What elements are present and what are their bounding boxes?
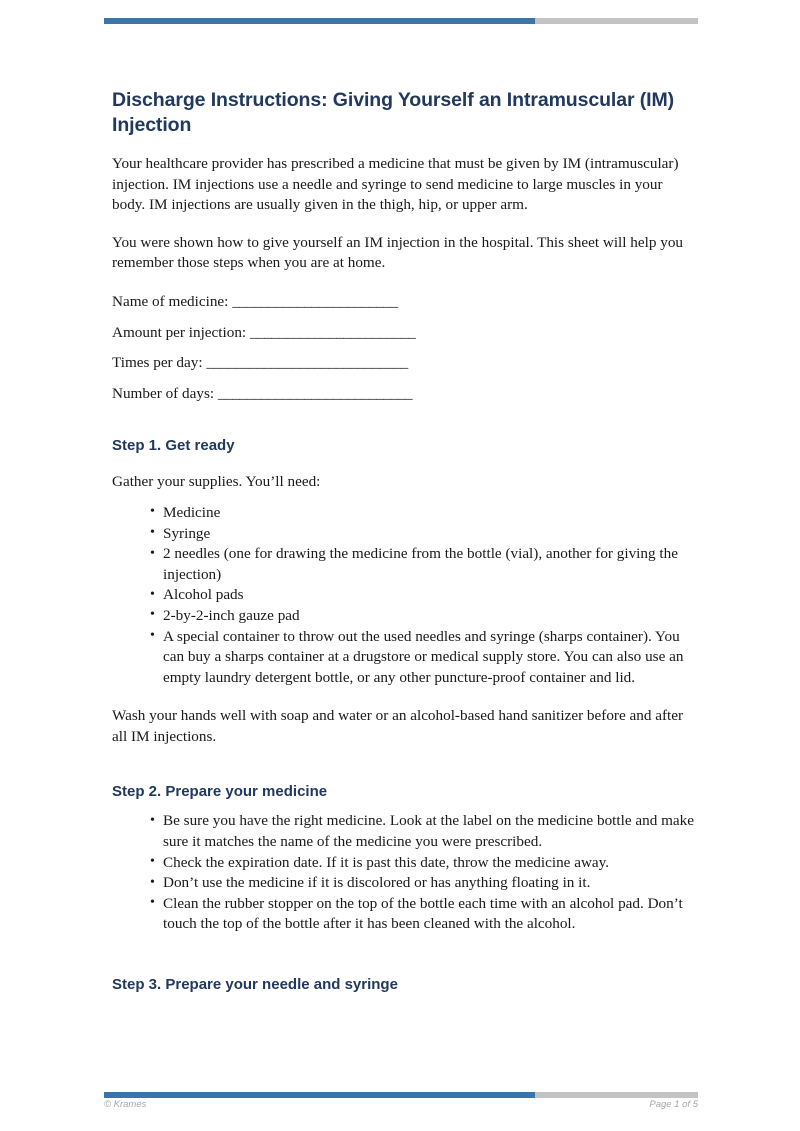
list-item: • Be sure you have the right medicine. Look at the label on the medicine bottle and make sure it matches the name of the medicine you were prescribed.: [150, 811, 698, 852]
list-item: • Syringe: [150, 524, 698, 545]
footer-rule-gray-segment: [535, 1092, 698, 1098]
blank-write-line[interactable]: ___________________________: [217, 384, 413, 402]
blank-label: Amount per injection:: [112, 323, 247, 341]
blank-write-line[interactable]: ____________________________: [206, 354, 408, 372]
blank-write-line[interactable]: _______________________: [232, 292, 398, 310]
list-item: • Don’t use the medicine if it is discolored or has anything floating in it.: [150, 873, 698, 894]
list-item: • Alcohol pads: [150, 585, 698, 606]
list-item: • 2-by-2-inch gauze pad: [150, 606, 698, 627]
section-heading-step-2: Step 2. Prepare your medicine: [112, 783, 328, 801]
blank-row: [112, 353, 698, 374]
prescription-blanks: [112, 292, 698, 404]
blank-label: Name of medicine:: [112, 292, 229, 310]
footer-rule-bar: [104, 1092, 698, 1098]
blank-row: [112, 323, 698, 344]
list-item: • A special container to throw out the used needles and syringe (sharps container). You can buy a sharps container at a drugstore or medical supply store. You can also use an empty laundry detergent bottle, or any other puncture-proof container and lid.: [150, 627, 698, 689]
blank-row: [112, 292, 698, 313]
footer-copyright: © Krames: [104, 1099, 147, 1110]
blank-write-line[interactable]: _______________________: [249, 323, 416, 341]
page-title: Discharge Instructions: Giving Yourself an Intramuscular (IM) Injection: [112, 89, 675, 136]
step-1-closing-text: Wash your hands well with soap and water or an alcohol-based hand sanitizer before and after all IM injections.: [112, 707, 684, 745]
footer-page-number: Page 1 of 5: [649, 1099, 698, 1110]
section-heading-step-3: Step 3. Prepare your needle and syringe: [112, 976, 398, 994]
list-item: • Clean the rubber stopper on the top of the bottle each time with an alcohol pad. Don’t touch the top of the bottle after it has been cleaned with the alcohol.: [150, 894, 698, 935]
list-item: • Medicine: [150, 503, 698, 524]
list-item: • Check the expiration date. If it is past this date, throw the medicine away.: [150, 853, 698, 874]
step-1-supply-list: [112, 503, 698, 688]
page-content: [112, 0, 698, 995]
intro-paragraph: Your healthcare provider has prescribed a medicine that must be given by IM (intramuscular) injection. IM injections use a needle and syringe to send medicine to large muscles in your body. IM injections are usually given in the thigh, hip, or upper arm.: [112, 155, 679, 214]
page-footer: [104, 1099, 698, 1110]
blank-label: Number of days:: [112, 384, 215, 402]
step-1-lead-text: Gather your supplies. You’ll need:: [112, 473, 321, 491]
step-2-instruction-list: [112, 811, 698, 935]
footer-rule-blue-segment: [104, 1092, 535, 1098]
section-heading-step-1: Step 1. Get ready: [112, 437, 235, 455]
list-item: • 2 needles (one for drawing the medicine from the bottle (vial), another for giving the injection): [150, 544, 698, 585]
blank-label: Times per day:: [112, 354, 203, 372]
blank-row: [112, 384, 698, 405]
sheet-note-paragraph: You were shown how to give yourself an IM injection in the hospital. This sheet will help you remember those steps when you are at home.: [112, 233, 684, 272]
